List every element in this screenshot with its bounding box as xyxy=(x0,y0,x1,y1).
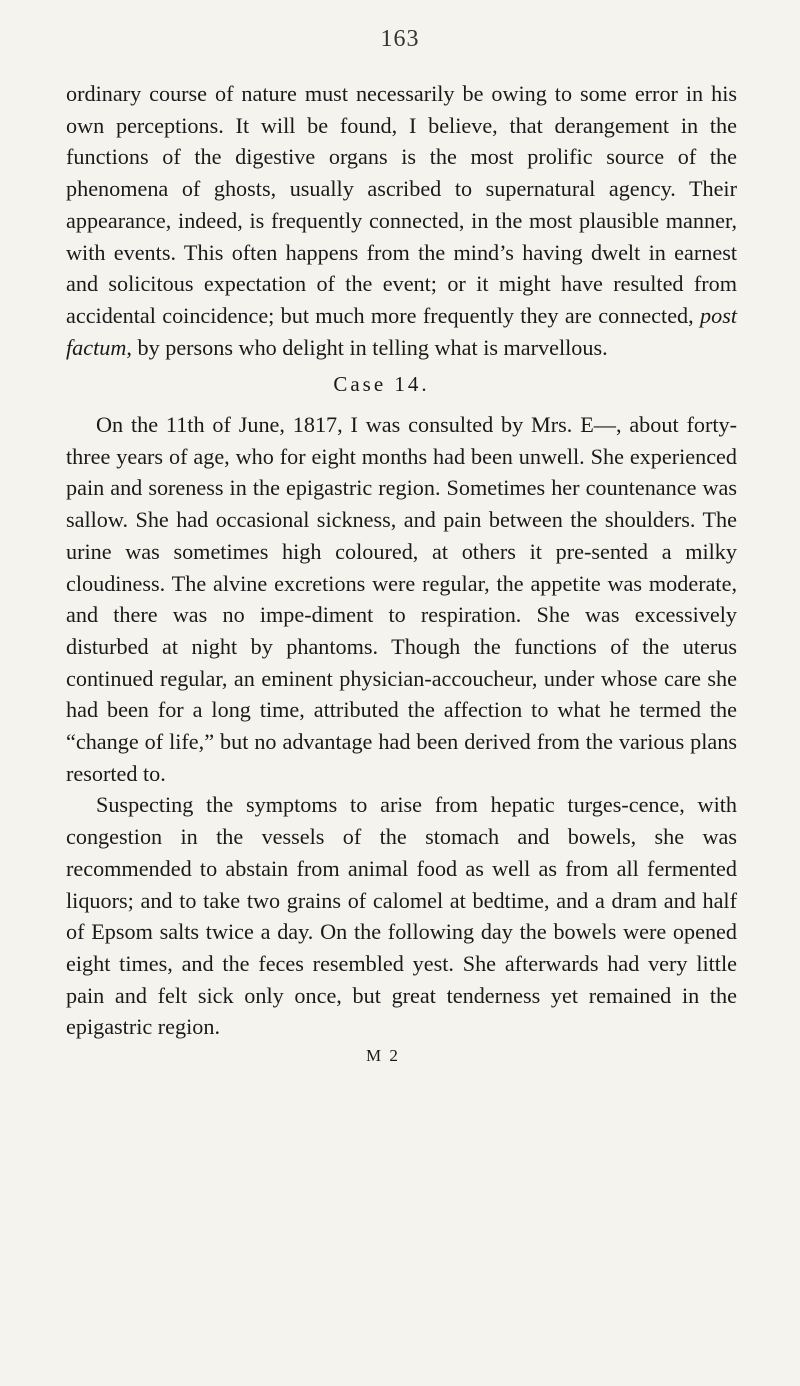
italic-phrase: post factum xyxy=(66,302,737,360)
page-number: 163 xyxy=(380,26,420,52)
case-heading xyxy=(66,369,737,401)
case-heading-text: Case 14. xyxy=(333,372,430,397)
paragraph-case-description: On the 11th of June, 1817, I was consulted by Mrs. E—, about forty-three years of age, who for eight months had been unwell. She experienced pain and soreness in the epigastric region. Sometimes her countenance was sallow. She had occasional sickness, and pain between the shoulders. The urine was sometimes high coloured, at others it pre-sented a milky cloudiness. The alvine excretions were regular, the appetite was moderate, and there was no impe-diment to respiration. She was excessively disturbed at night by phantoms. Though the functions of the uterus continued regular, an eminent physician-accoucheur, under whose care she had been for a long time, attributed the affection to what he termed the “change of life,” but no advantage had been derived from the various plans resorted to. xyxy=(66,412,737,786)
body-text xyxy=(66,78,737,1069)
paragraph-ghosts-ending: , by persons who delight in telling what is marvellous. xyxy=(126,334,608,360)
paragraph-ghosts xyxy=(66,78,737,363)
paragraph-ghosts-text: ordinary course of nature must necessarily be owing to some error in his own perceptions. It will be found, I believe, that derangement in the functions of the digestive organs is the most prolific source of the phenomena of ghosts, usually ascribed to supernatural agency. Their appearance, indeed, is frequently connected, in the most plausible manner, with events. This often happens from the mind’s having dwelt in earnest and solicitous expectation of the event; or it might have resulted from accidental coincidence; but much more frequently they are connected, xyxy=(66,81,737,328)
paragraph-treatment: Suspecting the symptoms to arise from hepatic turges-cence, with congestion in the vessels of the stomach and bowels, she was recommended to abstain from animal food as well as from all fermented liquors; and to take two grains of calomel at bedtime, and a dram and half of Epsom salts twice a day. On the following day the bowels were opened eight times, and the feces resembled yest. She afterwards had very little pain and felt sick only once, but great tenderness yet remained in the epigastric region. xyxy=(66,792,737,1040)
signature-mark: M 2 xyxy=(366,1046,400,1066)
